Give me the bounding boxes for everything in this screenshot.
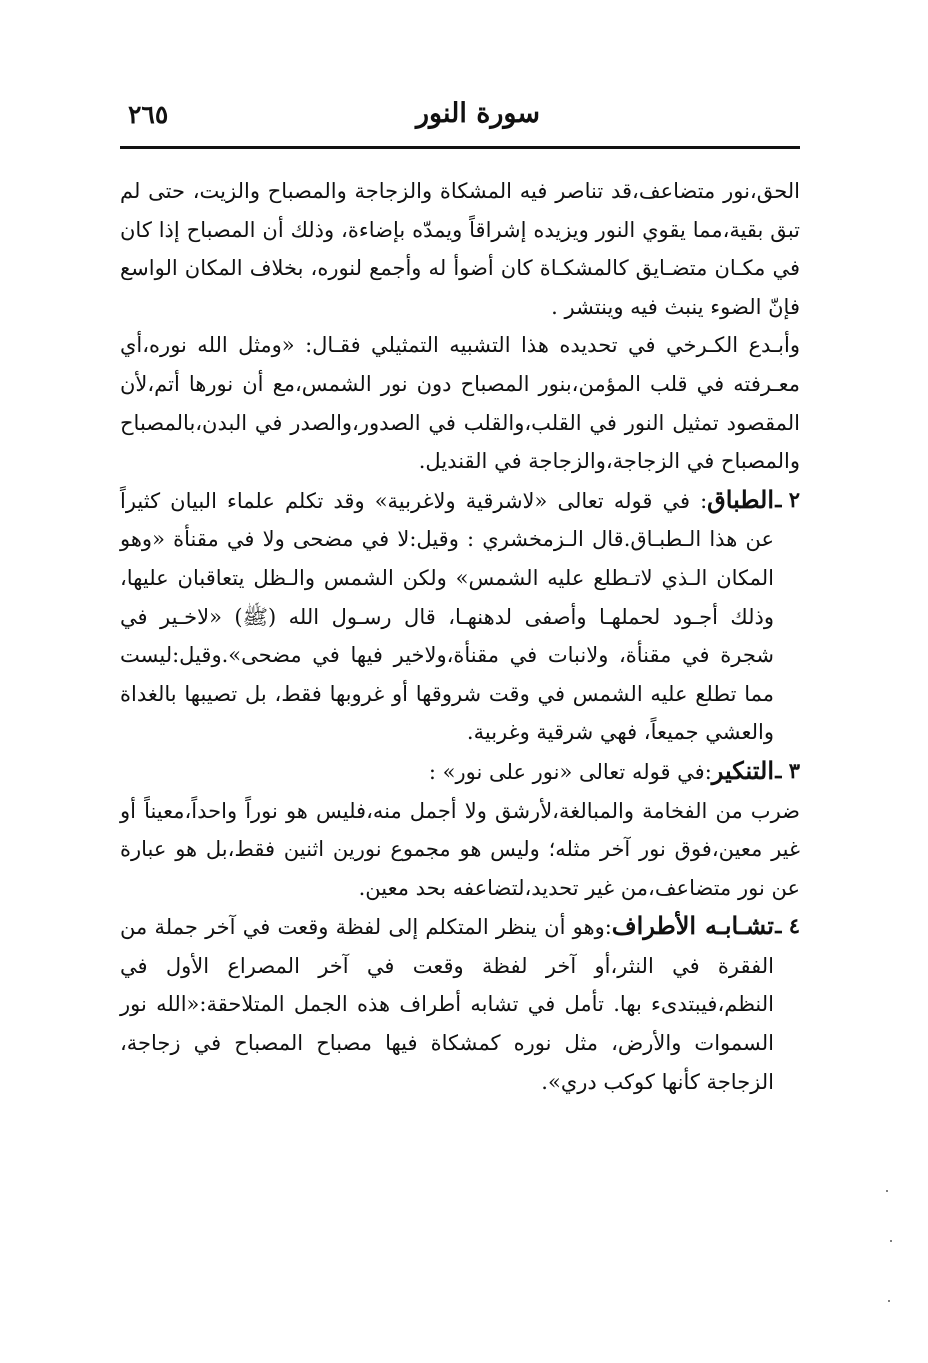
scan-speck — [890, 1240, 892, 1242]
paragraph-karkhi: وأبـدع الكـرخي في تحديده هذا التشبيه التمثيلي فقـال: «ومثل الله نوره،أي معـرفته في قلب المؤمن،بنور المصباح دون نور الشمس،مع أن نورها أتم،لأن المقصود تمثيل النور في القلب،والقلب في الصدور،والصدر في البدن،بالمصباح والمصباح في الزجاجة،والزجاجة في القنديل. — [120, 333, 800, 474]
body-text — [120, 172, 800, 1101]
item-term: تشـابـه الأطراف — [611, 911, 774, 941]
item-continuation: ضرب من الفخامة والمبالغة،لأرشق ولا أجمل منه،فليس هو نوراً واحداً،معيناً أو غير معين،فوق نور آخر مثله؛ وليس هو مجموع نورين اثنين فقط،بل هو عبارة عن نور متضاعف،من غير تحديد،لتضاعفه بحد معين. — [120, 798, 800, 900]
item-number: ٢ ـ — [775, 486, 800, 512]
item-text: :وهو أن ينظر المتكلم إلى لفظة وقعت في آخر جملة من الفقرة في النثر،أو آخر لفظة وقعت في آخر المصراع الأول في النظم،فيبتدىء بها. تأمل في تشابه أطراف هذه الجمل المتلاحقة:«الله نور السموات والأرض، مثل نوره كمشكاة فيها مصباح المصباح في زجاجة، الزجاجة كأنها كوكب دري». — [120, 915, 774, 1094]
page-header — [124, 98, 800, 140]
paragraph-nur-mutadaaf: الحق،نور متضاعف،قد تناصر فيه المشكاة والزجاجة والمصباح والزيت، حتى لم تبق بقية،مما يقوي النور ويزيده إشراقاً ويمدّه بإضاءة، وذلك أن المصباح إذا كان في مكـان متضـايق كالمشكـاة كان أضوأ له وأجمع لنوره، بخلاف المكان الواسع فإنّ الضوء ينبث فيه وينتشر . — [120, 179, 800, 319]
page-number: ٢٦٥ — [128, 100, 169, 129]
scan-speck — [888, 1300, 890, 1302]
item-term: الطباق — [707, 484, 774, 514]
item-text: :في قوله تعالى «نور على نور» : — [428, 759, 712, 784]
running-title: سورة النور — [415, 98, 540, 129]
item-number: ٤ ـ — [775, 913, 800, 939]
scan-speck — [886, 1190, 888, 1192]
list-item-tashabuh-al-atraf — [120, 907, 800, 1101]
item-term: التنكير — [711, 755, 774, 785]
list-item-tankir — [120, 752, 800, 792]
item-text: : في قوله تعالى «لاشرقية ولاغربية» وقد تكلم علماء البيان كثيراً عن هذا الـطبـاق.قال الـزمخشري : وقيل:لا في مضحى ولا في مقنأة «وهو المكان الـذي لاتـطلع عليه الشمس» ولكن الشمس والـظل يتعاقبان عليها، وذلك أجـود لحملهـا وأصفى لدهنهـا، قال رسـول الله (ﷺ) «لاخـير في شجرة في مقنأة، ولانبات في مقنأة،ولاخير فيها في مضحى».وقيل:ليست مما تطلع عليه الشمس في وقت شروقها أو غروبها فقط، بل تصيبها بالغداة والعشي جميعاً، فهي شرقية وغربية. — [120, 488, 774, 745]
header-rule — [120, 146, 800, 149]
list-item-tibaq — [120, 481, 800, 752]
item-number: ٣ ـ — [775, 757, 800, 783]
